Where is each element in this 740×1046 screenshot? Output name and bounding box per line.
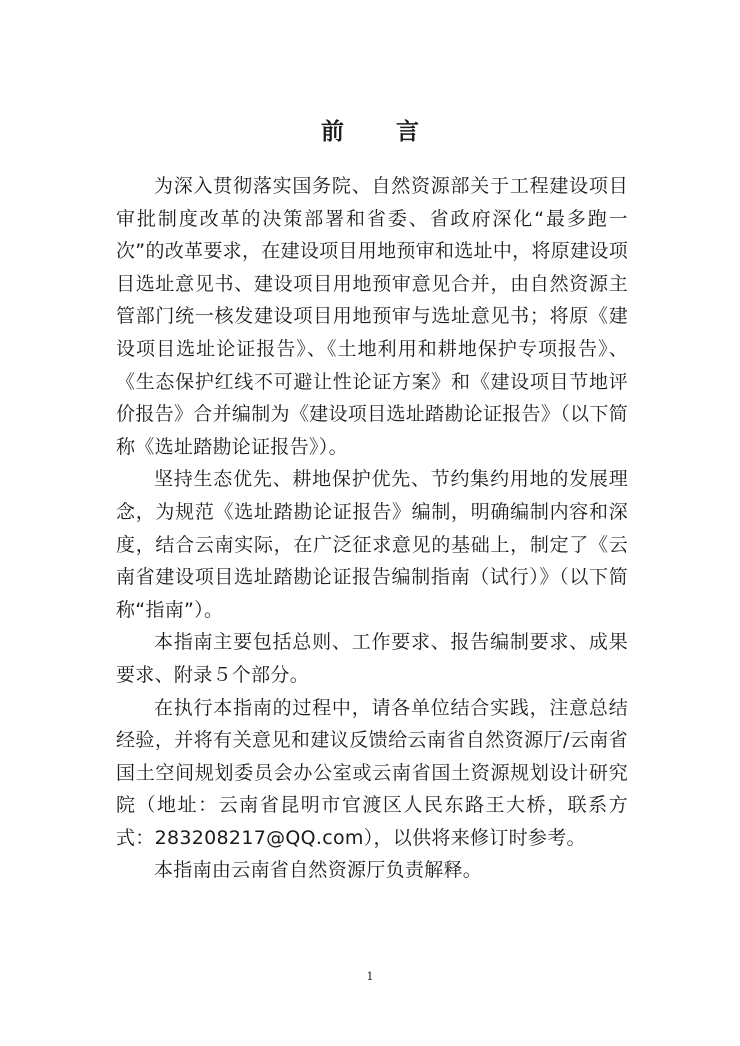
paragraph-contents: 本指南主要包括总则、工作要求、报告编制要求、成果要求、附录５个部分。 xyxy=(116,631,628,686)
paragraph-interpretation: 本指南由云南省自然资源厅负责解释。 xyxy=(154,859,483,882)
body-text xyxy=(116,170,628,887)
page-number: 1 xyxy=(366,970,374,983)
paragraph-intro: 为深入贯彻落实国务院、自然资源部关于工程建设项目审批制度改革的决策部署和省委、省政府深化“最多跑一次”的改革要求，在建设项目用地预审和选址中，将原建设项目选址意见书、建设项目用地预审意见合并，由自然资源主管部门统一核发建设项目用地预审与选址意见书；将原《建设项目选址论证报告》、《土地利用和耕地保护专项报告》、《生态保护红线不可避让性论证方案》和《建设项目节地评价报告》合并编制为《建设项目选址踏勘论证报告》（以下简称《选址踏勘论证报告》）。 xyxy=(116,175,628,458)
paragraph-principles: 坚持生态优先、耕地保护优先、节约集约用地的发展理念，为规范《选址踏勘论证报告》编制，明确编制内容和深度，结合云南实际，在广泛征求意见的基础上，制定了《云南省建设项目选址踏勘论证报告编制指南（试行）》（以下简称“指南”）。 xyxy=(116,468,628,621)
page-title: 前 言 xyxy=(320,119,441,145)
paragraph-feedback: 在执行本指南的过程中，请各单位结合实践，注意总结经验，并将有关意见和建议反馈给云南省自然资源厅/云南省国土空间规划委员会办公室或云南省国土资源规划设计研究院（地址：云南省昆明市官渡区人民东路王大桥，联系方式：283208217@QQ.com），以供将来修订时参考。 xyxy=(116,696,628,849)
